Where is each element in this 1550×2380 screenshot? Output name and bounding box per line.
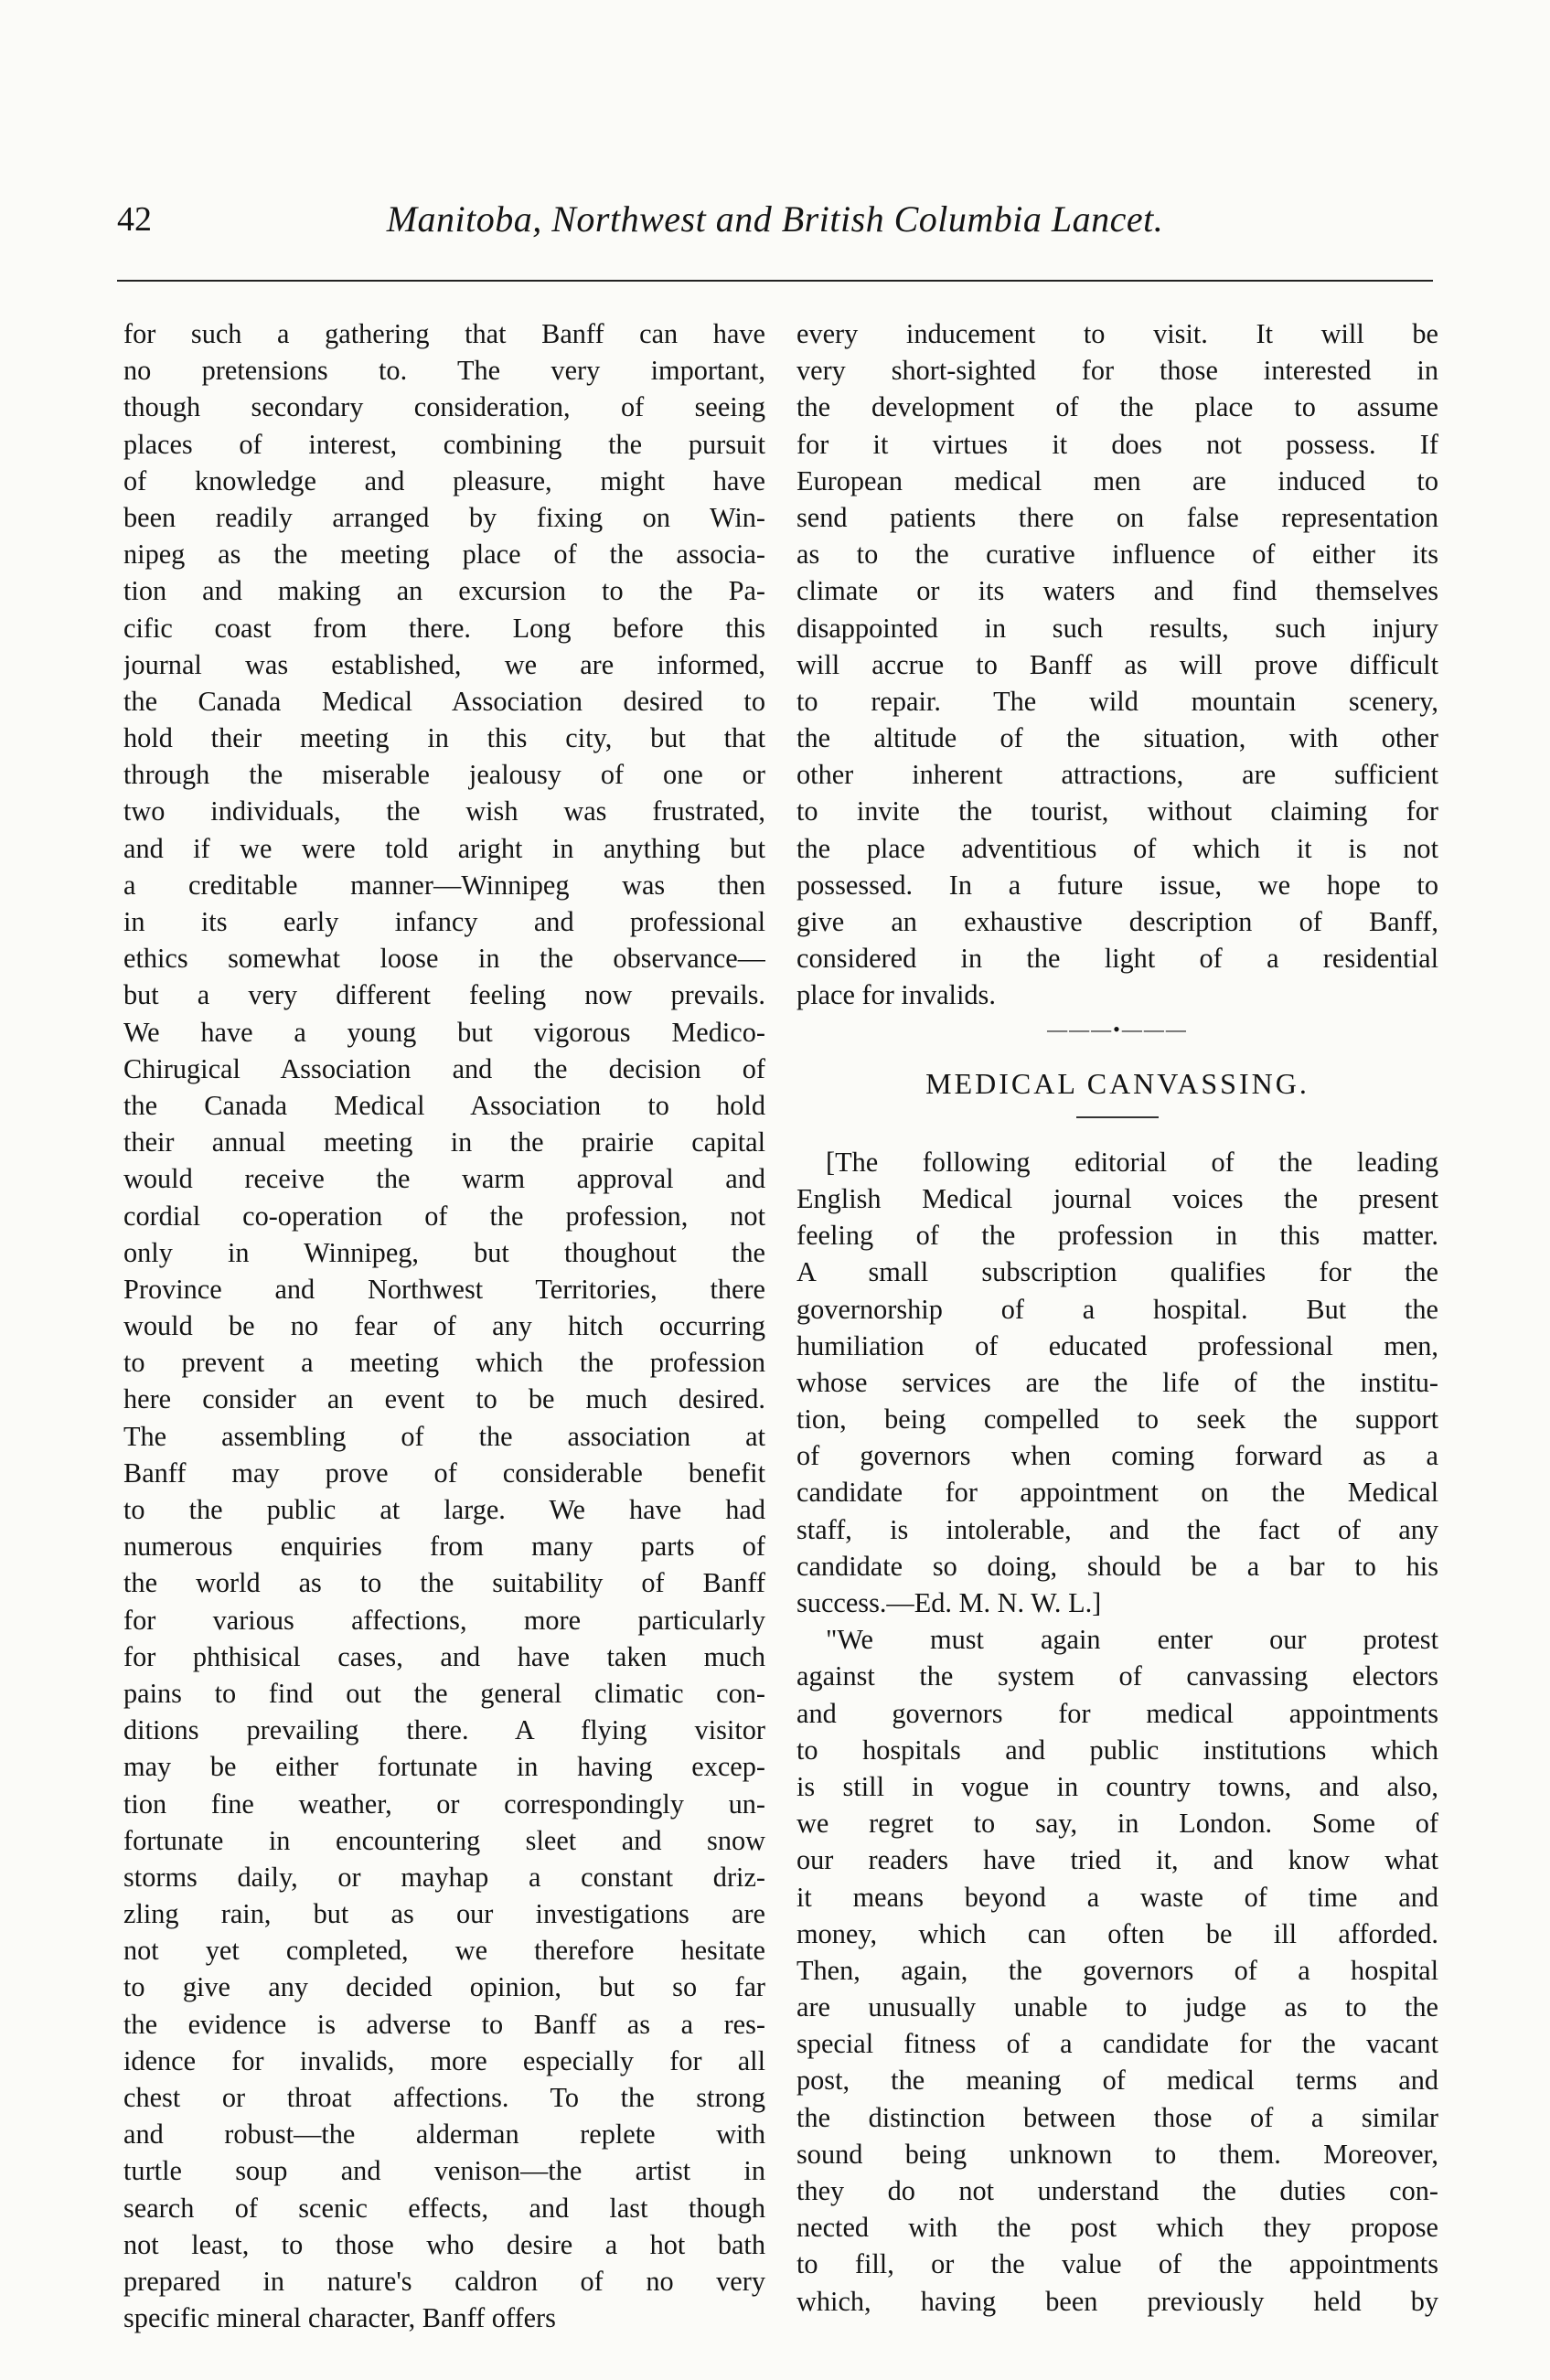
text-line: though secondary consideration, of seeing [123, 391, 765, 423]
text-line: idence for invalids, more especially for all [123, 2044, 765, 2076]
text-line: their annual meeting in the prairie capital [123, 1126, 765, 1158]
text-line: to repair. The wild mountain scenery, [796, 685, 1438, 717]
text-line: are unusually unable to judge as to the [796, 1991, 1438, 2023]
text-line: only in Winnipeg, but thoughout the [123, 1236, 765, 1268]
text-line: post, the meaning of medical terms and [796, 2065, 1438, 2097]
text-line: search of scenic effects, and last though [123, 2192, 765, 2224]
text-line: money, which can often be ill afforded. [796, 1917, 1438, 1949]
running-head [117, 199, 1433, 240]
text-line: to fill, or the value of the appointments [796, 2248, 1438, 2280]
quoted-editorial [796, 1621, 1438, 2320]
text-line: staff, is intolerable, and the fact of any [796, 1513, 1438, 1545]
page-number: 42 [117, 200, 152, 239]
text-line: hold their meeting in this city, but that [123, 722, 765, 754]
text-line: may be either fortunate in having excep- [123, 1751, 765, 1783]
text-line: send patients there on false representation [796, 501, 1438, 533]
text-line: as to the curative influence of either its [796, 539, 1438, 571]
text-line: Province and Northwest Territories, there [123, 1273, 765, 1305]
text-line: storms daily, or mayhap a constant driz- [123, 1861, 765, 1893]
section-heading: MEDICAL CANVASSING. [925, 1066, 1309, 1100]
text-line: to hospitals and public institutions which [796, 1734, 1438, 1766]
text-line: place for invalids. [796, 979, 996, 1011]
text-line: cordial co-operation of the profession, not [123, 1200, 765, 1232]
text-line: [The following editorial of the leading [826, 1146, 1438, 1178]
text-line: considered in the light of a residential [796, 943, 1438, 975]
text-line: other inherent attractions, are sufficient [796, 759, 1438, 791]
text-line: very short-sighted for those interested in [796, 355, 1438, 387]
text-line: Banff may prove of considerable benefit [123, 1457, 765, 1489]
text-line: of governors when coming forward as a [796, 1440, 1438, 1472]
text-line: not least, to those who desire a hot bath [123, 2228, 765, 2260]
text-line: for it virtues it does not possess. If [796, 428, 1438, 460]
text-line: We have a young but vigorous Medico- [123, 1016, 765, 1048]
text-line: to give any decided opinion, but so far [123, 1971, 765, 2003]
text-line: every inducement to visit. It will be [796, 318, 1438, 349]
text-line: success.—Ed. M. N. W. L.] [796, 1587, 1102, 1618]
text-line: zling rain, but as our investigations are [123, 1898, 765, 1930]
text-line: Then, again, the governors of a hospital [796, 1954, 1438, 1986]
text-line: two individuals, the wish was frustrated, [123, 795, 765, 827]
text-line: through the miserable jealousy of one or [123, 759, 765, 791]
text-line: it means beyond a waste of time and [796, 1881, 1438, 1913]
right-column [796, 315, 1438, 2320]
text-line: ditions prevailing there. A flying visitor [123, 1714, 765, 1746]
text-line: to prevent a meeting which the profession [123, 1347, 765, 1379]
text-line: and if we were told aright in anything but [123, 832, 765, 864]
text-line: not yet completed, we therefore hesitate [123, 1935, 765, 1967]
text-line: the development of the place to assume [796, 391, 1438, 423]
text-line: been readily arranged by fixing on Win- [123, 501, 765, 533]
text-line: the Canada Medical Association to hold [123, 1089, 765, 1121]
text-line: pains to find out the general climatic con- [123, 1677, 765, 1709]
text-line: climate or its waters and find themselves [796, 575, 1438, 607]
text-line: Chirugical Association and the decision of [123, 1052, 765, 1084]
text-line: candidate so doing, should be a bar to his [796, 1550, 1438, 1582]
text-line: whose services are the life of the institu- [796, 1366, 1438, 1398]
text-line: humiliation of educated professional men, [796, 1329, 1438, 1361]
text-line: but a very different feeling now prevails. [123, 979, 765, 1011]
text-line: the Canada Medical Association desired to [123, 685, 765, 717]
right-column-text [796, 315, 1438, 1014]
text-line: A small subscription qualifies for the [796, 1256, 1438, 1288]
text-line: the place adventitious of which it is not [796, 832, 1438, 864]
text-line: to the public at large. We have had [123, 1494, 765, 1525]
text-line: here consider an event to be much desired. [123, 1383, 765, 1415]
text-line: European medical men are induced to [796, 464, 1438, 496]
journal-title: Manitoba, Northwest and British Columbia Lancet. [386, 198, 1164, 240]
text-line: cific coast from there. Long before this [123, 612, 765, 644]
text-line: which, having been previously held by [796, 2285, 1438, 2317]
text-line: candidate for appointment on the Medical [796, 1477, 1438, 1509]
text-line: will accrue to Banff as will prove difficult [796, 648, 1438, 680]
header-rule [117, 280, 1433, 282]
text-line: would receive the warm approval and [123, 1163, 765, 1195]
text-line: The assembling of the association at [123, 1420, 765, 1452]
text-line: numerous enquiries from many parts of [123, 1531, 765, 1563]
text-line: turtle soup and venison—the artist in [123, 2155, 765, 2187]
text-line: a creditable manner—Winnipeg was then [123, 869, 765, 901]
text-line: the altitude of the situation, with other [796, 722, 1438, 754]
text-line: tion fine weather, or correspondingly un- [123, 1788, 765, 1820]
text-line: journal was established, we are informed, [123, 648, 765, 680]
text-line: specific mineral character, Banff offers [123, 2302, 556, 2334]
text-line: chest or throat affections. To the strong [123, 2082, 765, 2113]
text-line: the world as to the suitability of Banff [123, 1567, 765, 1599]
text-line: governorship of a hospital. But the [796, 1293, 1438, 1325]
text-line: for phthisical cases, and have taken much [123, 1640, 765, 1672]
text-line: fortunate in encountering sleet and snow [123, 1824, 765, 1856]
text-line: of knowledge and pleasure, might have [123, 464, 765, 496]
heading-rule [1076, 1116, 1159, 1118]
left-column [123, 315, 765, 2336]
text-line: prepared in nature's caldron of no very [123, 2265, 765, 2297]
text-line: give an exhaustive description of Banff, [796, 906, 1438, 937]
editorial-note [796, 1144, 1438, 1621]
text-line: possessed. In a future issue, we hope to [796, 869, 1438, 901]
text-line: ethics somewhat loose in the observance— [123, 943, 765, 975]
text-line: against the system of canvassing electors [796, 1660, 1438, 1692]
text-line: feeling of the profession in this matter. [796, 1220, 1438, 1252]
text-line: special fitness of a candidate for the vacant [796, 2028, 1438, 2060]
text-line: nipeg as the meeting place of the associa- [123, 539, 765, 571]
text-line: "We must again enter our protest [826, 1624, 1438, 1656]
text-line: in its early infancy and professional [123, 906, 765, 937]
text-line: no pretensions to. The very important, [123, 355, 765, 387]
text-line: to invite the tourist, without claiming for [796, 795, 1438, 827]
text-line: the distinction between those of a similar [796, 2101, 1438, 2133]
text-line: tion, being compelled to seek the support [796, 1403, 1438, 1435]
text-line: the evidence is adverse to Banff as a res- [123, 2008, 765, 2040]
text-line: disappointed in such results, such injury [796, 612, 1438, 644]
text-line: English Medical journal voices the present [796, 1182, 1438, 1214]
text-line: they do not understand the duties con- [796, 2175, 1438, 2206]
text-line: would be no fear of any hitch occurring [123, 1310, 765, 1342]
text-line: and robust—the alderman replete with [123, 2119, 765, 2151]
text-line: we regret to say, in London. Some of [796, 1808, 1438, 1840]
text-line: our readers have tried it, and know what [796, 1844, 1438, 1876]
text-line: for various affections, more particularly [123, 1604, 765, 1636]
text-line: for such a gathering that Banff can have [123, 318, 765, 349]
text-line: nected with the post which they propose [796, 2212, 1438, 2244]
text-line: tion and making an excursion to the Pa- [123, 575, 765, 607]
section-ornament: ———•——— [1047, 1017, 1188, 1041]
text-line: is still in vogue in country towns, and also, [796, 1770, 1438, 1802]
text-line: and governors for medical appointments [796, 1697, 1438, 1729]
text-line: places of interest, combining the pursuit [123, 428, 765, 460]
text-line: sound being unknown to them. Moreover, [796, 2138, 1438, 2170]
